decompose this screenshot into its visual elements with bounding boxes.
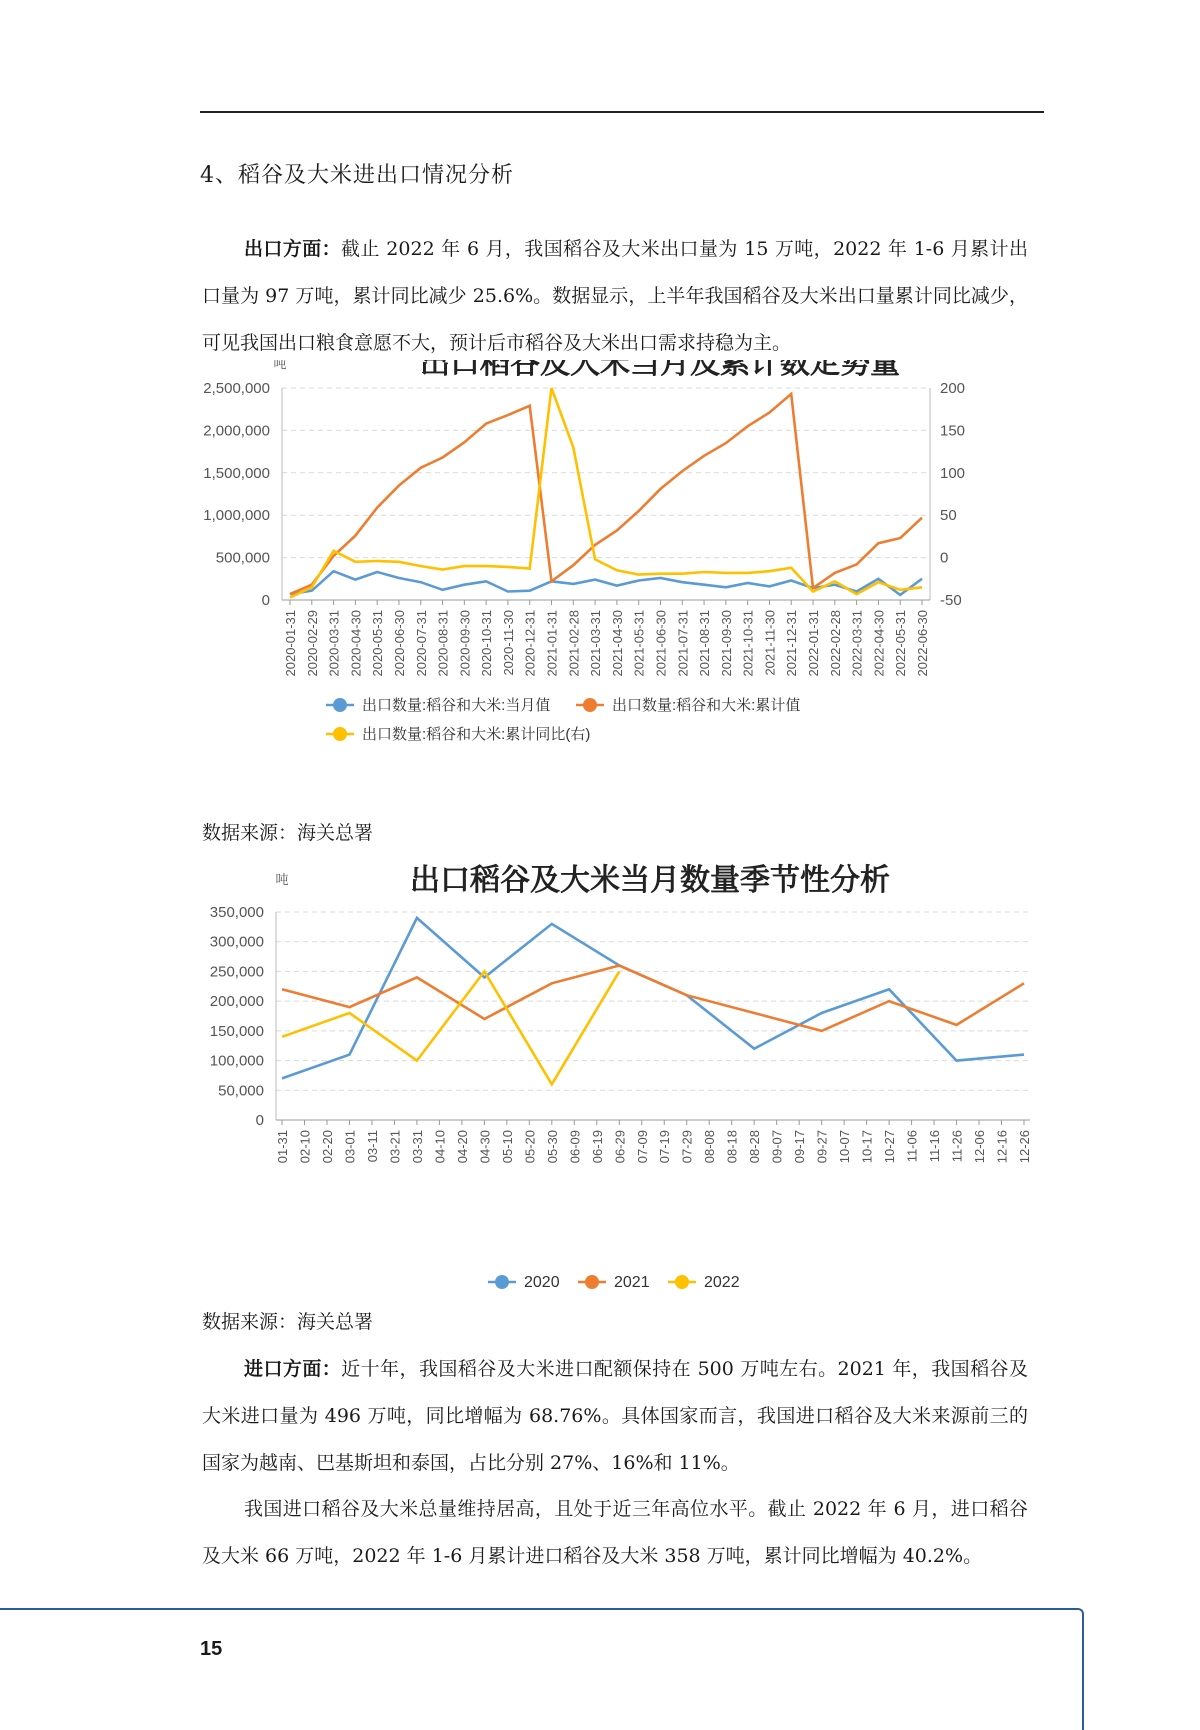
x-tick-label: 2021-01-31 xyxy=(544,610,560,677)
x-tick-label: 08-18 xyxy=(724,1130,740,1164)
x-tick-label: 03-31 xyxy=(409,1130,425,1164)
series-line xyxy=(290,571,922,595)
x-tick-label: 2021-12-31 xyxy=(784,610,800,677)
x-tick-label: 2020-01-31 xyxy=(283,610,298,677)
y-axis-unit: 吨 xyxy=(275,872,289,887)
x-tick-label: 09-27 xyxy=(814,1130,830,1164)
x-tick-label: 2022-02-28 xyxy=(827,610,843,677)
x-tick-label: 2021-04-30 xyxy=(609,610,625,677)
export-trend-chart xyxy=(190,360,1050,824)
x-tick-label: 01-31 xyxy=(275,1130,290,1164)
x-tick-label: 2020-12-31 xyxy=(522,610,538,677)
x-tick-label: 2021-03-31 xyxy=(588,610,604,677)
footer-frame xyxy=(0,1608,1084,1730)
legend-marker xyxy=(333,727,347,741)
x-tick-label: 2020-07-31 xyxy=(413,610,429,677)
series-line xyxy=(282,966,1024,1031)
legend-marker xyxy=(583,698,597,712)
x-tick-label: 2022-06-30 xyxy=(915,610,930,677)
series-line xyxy=(282,971,619,1084)
export-trend-chart-svg xyxy=(190,360,1050,820)
export-paragraph xyxy=(202,226,1028,367)
x-tick-label: 12-16 xyxy=(994,1130,1010,1164)
x-tick-label: 2021-09-30 xyxy=(718,610,734,677)
export-seasonal-chart xyxy=(190,862,1050,1306)
x-tick-label: 04-10 xyxy=(432,1130,448,1164)
y-tick-label: 1,000,000 xyxy=(203,507,270,525)
y2-tick-label: 150 xyxy=(940,422,966,440)
y2-tick-label: 50 xyxy=(940,507,957,525)
x-tick-label: 12-06 xyxy=(972,1130,988,1164)
x-tick-label: 11-26 xyxy=(949,1130,965,1163)
x-tick-label: 2021-11-30 xyxy=(762,610,778,676)
y-tick-label: 150,000 xyxy=(209,1022,264,1040)
import-lead: 进口方面： xyxy=(244,1358,342,1380)
x-tick-label: 2020-11-30 xyxy=(500,610,516,676)
chart-title: 出口稻谷及大米当月及累计数走势量 xyxy=(420,360,900,380)
x-tick-label: 05-30 xyxy=(544,1130,560,1164)
series-line xyxy=(290,388,922,598)
top-rule xyxy=(200,111,1044,113)
data-source-2: 数据来源：海关总署 xyxy=(202,1311,374,1333)
legend-label: 出口数量:稻谷和大米:当月值 xyxy=(362,697,551,714)
legend-marker xyxy=(495,1275,509,1289)
page-number: 15 xyxy=(200,1638,223,1660)
y-tick-label: 250,000 xyxy=(209,963,264,981)
x-tick-label: 07-19 xyxy=(657,1130,673,1164)
export-lead: 出口方面： xyxy=(244,238,342,260)
y-tick-label: 0 xyxy=(261,592,270,609)
y-tick-label: 300,000 xyxy=(209,933,264,951)
x-tick-label: 04-30 xyxy=(477,1130,493,1164)
x-tick-label: 11-06 xyxy=(904,1130,920,1163)
legend-label: 2022 xyxy=(704,1274,740,1291)
x-tick-label: 2020-10-31 xyxy=(479,610,495,677)
y2-tick-label: 200 xyxy=(940,380,966,397)
x-tick-label: 06-09 xyxy=(567,1130,583,1164)
x-tick-label: 12-26 xyxy=(1017,1130,1032,1164)
x-tick-label: 02-20 xyxy=(319,1130,335,1164)
x-tick-label: 2020-08-31 xyxy=(435,610,451,677)
legend-marker xyxy=(675,1275,689,1289)
x-tick-label: 07-09 xyxy=(634,1130,650,1164)
x-tick-label: 06-19 xyxy=(589,1130,605,1164)
legend-label: 出口数量:稻谷和大米:累计值 xyxy=(612,697,801,714)
x-tick-label: 04-20 xyxy=(454,1130,470,1164)
x-tick-label: 03-21 xyxy=(387,1130,403,1164)
y-tick-label: 500,000 xyxy=(215,549,270,567)
x-tick-label: 06-29 xyxy=(612,1130,628,1164)
x-tick-label: 09-17 xyxy=(792,1130,808,1164)
x-tick-label: 2020-05-31 xyxy=(370,610,386,677)
export-text: 截止 2022 年 6 月，我国稻谷及大米出口量为 15 万吨，2022 年 1-6 月累计出口量为 97 万吨，累计同比减少 25.6%。数据显示，上半年我国稻谷及大米出口量累计同比减少，可见我国出口粮食意愿不大，预计后市稻谷及大米出口需求持稳为主。 xyxy=(202,238,1028,354)
data-source-1: 数据来源：海关总署 xyxy=(202,822,374,844)
x-tick-label: 2020-03-31 xyxy=(326,610,342,677)
legend-marker xyxy=(585,1275,599,1289)
x-tick-label: 08-28 xyxy=(747,1130,763,1164)
y-tick-label: 2,000,000 xyxy=(203,422,270,440)
y2-tick-label: 100 xyxy=(940,464,966,482)
import-text: 近十年，我国稻谷及大米进口配额保持在 500 万吨左右。2021 年，我国稻谷及大米进口量为 496 万吨，同比增幅为 68.76%。具体国家而言，我国进口稻谷及大米来源前三的国家为越南、巴基斯坦和泰国，占比分别 27%、16%和 11%。 xyxy=(202,1358,1028,1474)
x-tick-label: 2021-08-31 xyxy=(697,610,713,677)
x-tick-label: 10-07 xyxy=(837,1130,853,1164)
import-paragraph xyxy=(202,1346,1028,1487)
x-tick-label: 10-27 xyxy=(882,1130,898,1164)
x-tick-label: 2021-07-31 xyxy=(675,610,691,677)
x-tick-label: 11-16 xyxy=(927,1130,943,1163)
chart-title: 出口稻谷及大米当月数量季节性分析 xyxy=(410,864,890,897)
x-tick-label: 2020-04-30 xyxy=(348,610,364,677)
legend-marker xyxy=(333,698,347,712)
legend-label: 2020 xyxy=(524,1274,560,1291)
x-tick-label: 2022-01-31 xyxy=(806,610,822,677)
y-tick-label: 2,500,000 xyxy=(203,380,270,397)
x-tick-label: 2021-05-31 xyxy=(631,610,647,677)
legend-label: 出口数量:稻谷和大米:累计同比(右) xyxy=(362,726,591,743)
x-tick-label: 2020-09-30 xyxy=(457,610,473,677)
x-tick-label: 2020-02-29 xyxy=(304,610,320,677)
import-paragraph-2: 我国进口稻谷及大米总量维持居高，且处于近三年高位水平。截止 2022 年 6 月，进口稻谷及大米 66 万吨，2022 年 1-6 月累计进口稻谷及大米 358 万吨，累计同比增幅为 40.2%。 xyxy=(202,1498,1028,1567)
x-tick-label: 02-10 xyxy=(297,1130,313,1164)
y-tick-label: 1,500,000 xyxy=(203,464,270,482)
x-tick-label: 2022-05-31 xyxy=(893,610,909,677)
x-tick-label: 09-07 xyxy=(769,1130,785,1164)
y-axis-unit: 吨 xyxy=(273,360,287,371)
y2-tick-label: -50 xyxy=(940,592,962,609)
x-tick-label: 03-11 xyxy=(364,1130,380,1163)
y-tick-label: 350,000 xyxy=(209,904,264,921)
x-tick-label: 10-17 xyxy=(859,1130,875,1164)
y-tick-label: 100,000 xyxy=(209,1052,264,1070)
x-tick-label: 2021-02-28 xyxy=(566,610,582,677)
y2-tick-label: 0 xyxy=(940,549,949,567)
x-tick-label: 2022-04-30 xyxy=(871,610,887,677)
y-tick-label: 50,000 xyxy=(218,1082,264,1100)
legend-label: 2021 xyxy=(614,1274,650,1291)
x-tick-label: 08-08 xyxy=(702,1130,718,1164)
x-tick-label: 2021-06-30 xyxy=(653,610,669,677)
x-tick-label: 2022-03-31 xyxy=(849,610,865,677)
x-tick-label: 03-01 xyxy=(342,1130,358,1164)
export-seasonal-chart-svg xyxy=(190,862,1050,1302)
y-tick-label: 0 xyxy=(255,1112,264,1129)
x-tick-label: 2020-06-30 xyxy=(391,610,407,677)
x-tick-label: 07-29 xyxy=(679,1130,695,1164)
x-tick-label: 2021-10-31 xyxy=(740,610,756,677)
x-tick-label: 05-10 xyxy=(499,1130,515,1164)
section-heading: 4、稻谷及大米进出口情况分析 xyxy=(200,163,514,188)
y-tick-label: 200,000 xyxy=(209,993,264,1011)
x-tick-label: 05-20 xyxy=(522,1130,538,1164)
